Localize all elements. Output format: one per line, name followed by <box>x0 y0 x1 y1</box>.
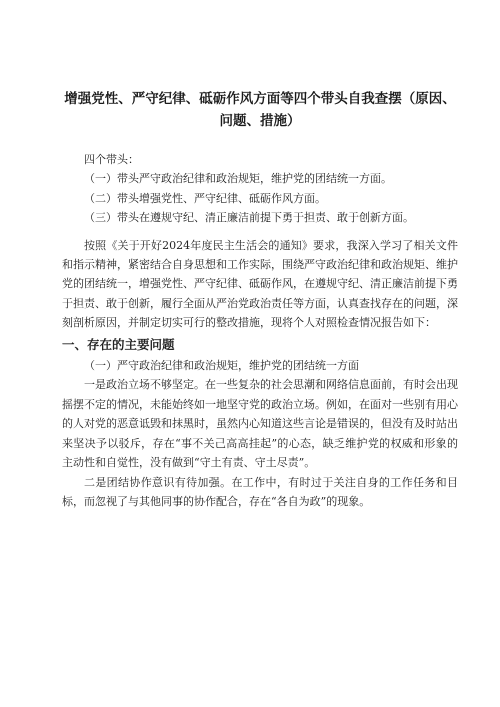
title-line-2: 问题、措施） <box>219 113 301 129</box>
paragraph-1: 一是政治立场不够坚定。在一些复杂的社会思潮和网络信息面前，有时会出现摇摆不定的情况，未能始终如一地坚守党的政治立场。例如，在面对一些别有用心的人对党的恶意诋毁和抹黑时，虽然内心知道这些言论是错误的，但没有及时站出来坚决予以驳斥，存在“事不关己高高挂起”的心态，缺乏维护党的权威和形象的主动性和自觉性，没有做到“守土有责、守土尽责”。 <box>62 378 458 470</box>
subsection-heading: （一）严守政治纪律和政治规矩，维护党的团结统一方面 <box>84 359 359 373</box>
paragraph-2: 二是团结协作意识有待加强。在工作中，有时过于关注自身的工作任务和目标，而忽视了与其他同事的协作配合，存在“各自为政”的现象。 <box>62 475 458 508</box>
document-body <box>62 150 458 511</box>
intro-label: 四个带头： <box>84 153 139 166</box>
document-title <box>60 88 460 132</box>
main-paragraph: 按照《关于开好2024年度民主生活会的通知》要求，我深入学习了相关文件和指示精神，紧密结合自身思想和工作实际，围绕严守政治纪律和政治规矩、维护党的团结统一，增强党性、严守纪律、砥砺作风，在遵规守纪、清正廉洁前提下勇于担责、敢于创新，履行全面从严治党政治责任等方面，认真查找存在的问题，深刻剖析原因，并制定切实可行的整改措施，现将个人对照检查情况报告如下： <box>62 238 458 330</box>
list-item-1: （一）带头严守政治纪律和政治规矩，维护党的团结统一方面。 <box>84 172 392 186</box>
list-item-2: （二）带头增强党性、严守纪律、砥砺作风方面。 <box>84 191 326 205</box>
list-item-3: （三）带头在遵规守纪、清正廉洁前提下勇于担责、敢于创新方面。 <box>84 211 414 225</box>
title-line-1: 增强党性、严守纪律、砥砺作风方面等四个带头自我查摆（原因、 <box>64 91 456 107</box>
section-heading: 一、存在的主要问题 <box>62 336 175 352</box>
